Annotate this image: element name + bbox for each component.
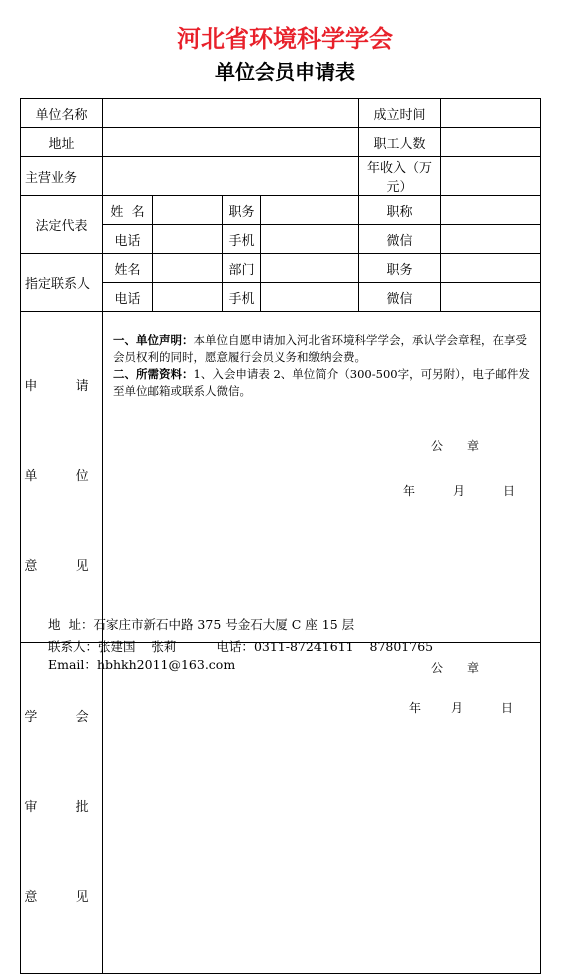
applicant-opinion-line-3: 意 见 [24, 559, 99, 574]
legal-rep-phone-label: 电话 [103, 225, 153, 254]
society-review-line-2: 审 批 [24, 800, 99, 815]
annual-income-field[interactable] [441, 157, 541, 196]
declaration-2-heading: 二、所需资料： [113, 367, 194, 381]
footer-contact-label: 联系人： [48, 639, 99, 654]
main-business-field[interactable] [103, 157, 359, 196]
legal-rep-title-label: 职称 [359, 196, 441, 225]
review-seal-char-1: 公 [431, 661, 444, 675]
declaration-1-heading: 一、单位声明： [113, 333, 194, 347]
legal-rep-name-label: 姓 名 [103, 196, 153, 225]
established-field[interactable] [441, 99, 541, 128]
applicant-opinion-label [21, 312, 103, 643]
applicant-opinion-line-2: 单 位 [24, 469, 99, 484]
declaration-1-body: 本单位自愿申请加入河北省环境科学学会，承认学会章程，在享受会员权利的同时，愿意履行会员义务和缴纳会费。 [113, 333, 527, 364]
society-review-line-3: 意 见 [24, 890, 99, 905]
footer-contact [48, 638, 433, 656]
footer-address [48, 616, 354, 634]
declaration-text [113, 332, 534, 400]
declaration-2-body: 1、入会申请表 2、单位简介（300-500字，可另附），电子邮件发至单位邮箱或联系人微信。 [113, 367, 530, 398]
footer-email [48, 656, 235, 674]
contact-name-label: 姓名 [103, 254, 153, 283]
org-title: 河北省环境科学学会 [177, 24, 393, 53]
applicant-date-day: 日 [503, 484, 516, 498]
review-date-day: 日 [501, 701, 514, 715]
contact-name-field[interactable] [153, 254, 223, 283]
contact-duty-label: 职务 [359, 254, 441, 283]
review-seal-char-2: 章 [467, 661, 480, 675]
contact-dept-label: 部门 [223, 254, 261, 283]
unit-name-field[interactable] [103, 99, 359, 128]
footer-contact-names: 张建国 张莉 [98, 639, 177, 654]
contact-wechat-label: 微信 [359, 283, 441, 312]
review-date-year: 年 [409, 701, 422, 715]
applicant-date-year: 年 [403, 484, 416, 498]
legal-rep-position-field[interactable] [261, 196, 359, 225]
legal-rep-wechat-label: 微信 [359, 225, 441, 254]
applicant-seal-char-2: 章 [467, 439, 480, 453]
contact-dept-field[interactable] [261, 254, 359, 283]
staff-count-label: 职工人数 [359, 128, 441, 157]
contact-phone-label: 电话 [103, 283, 153, 312]
contact-duty-field[interactable] [441, 254, 541, 283]
legal-rep-mobile-field[interactable] [261, 225, 359, 254]
footer-address-label: 地 址： [48, 617, 94, 632]
legal-rep-label: 法定代表 [21, 196, 103, 254]
society-review-label [21, 643, 103, 974]
contact-mobile-label: 手机 [223, 283, 261, 312]
legal-rep-name-field[interactable] [153, 196, 223, 225]
footer-email-value[interactable]: hbhkh2011@163.com [96, 657, 236, 672]
established-label: 成立时间 [359, 99, 441, 128]
annual-income-label: 年收入（万元） [359, 157, 441, 196]
form-title: 单位会员申请表 [215, 60, 355, 84]
footer-address-value: 石家庄市新石中路 375 号金石大厦 C 座 15 层 [93, 617, 355, 632]
applicant-seal-char-1: 公 [431, 439, 444, 453]
staff-count-field[interactable] [441, 128, 541, 157]
footer-phone-label: 电话： [216, 639, 254, 654]
application-form-table [20, 98, 541, 974]
legal-rep-mobile-label: 手机 [223, 225, 261, 254]
main-business-label: 主营业务 [21, 157, 103, 196]
society-review-area[interactable] [103, 643, 541, 974]
applicant-date-month: 月 [453, 484, 466, 498]
review-date-month: 月 [451, 701, 464, 715]
legal-rep-phone-field[interactable] [153, 225, 223, 254]
footer-email-label: Email： [48, 657, 97, 672]
society-review-line-1: 学 会 [24, 710, 99, 725]
address-label: 地址 [21, 128, 103, 157]
applicant-opinion-line-1: 申 请 [24, 379, 99, 394]
legal-rep-title-field[interactable] [441, 196, 541, 225]
contact-mobile-field[interactable] [261, 283, 359, 312]
contact-phone-field[interactable] [153, 283, 223, 312]
contact-label: 指定联系人 [21, 254, 103, 312]
legal-rep-wechat-field[interactable] [441, 225, 541, 254]
unit-name-label: 单位名称 [21, 99, 103, 128]
legal-rep-position-label: 职务 [223, 196, 261, 225]
address-field[interactable] [103, 128, 359, 157]
footer-phone-numbers: 0311-87241611 87801765 [253, 639, 434, 654]
contact-wechat-field[interactable] [441, 283, 541, 312]
applicant-opinion-area[interactable] [103, 312, 541, 643]
